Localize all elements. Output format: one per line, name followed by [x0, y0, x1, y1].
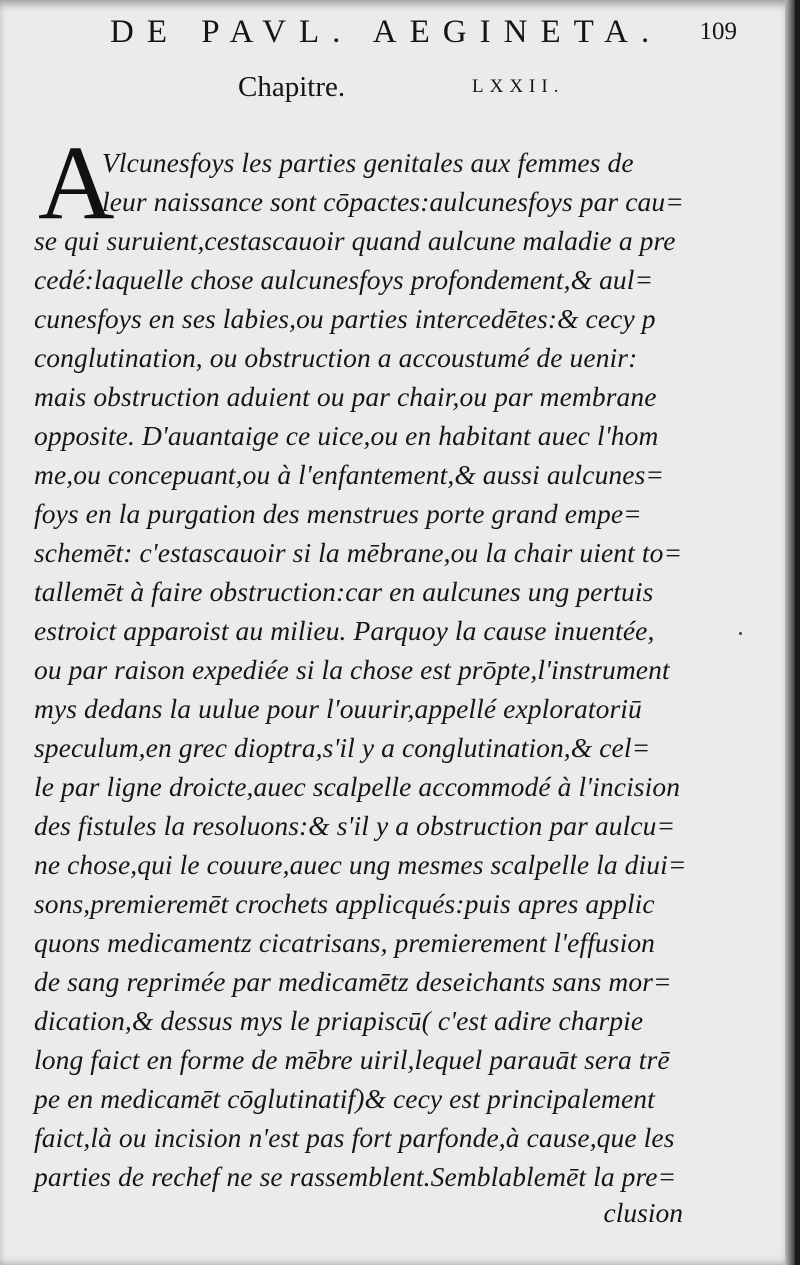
- text-line: leur naissance sont cōpactes:aulcunesfoys par cau=: [102, 186, 684, 217]
- drop-cap: A: [38, 124, 115, 241]
- text-line: conglutination, ou obstruction a accoustumé de uenir:: [34, 342, 638, 373]
- text-line: cunesfoys en ses labies,ou parties intercedētes:& cecy p: [34, 303, 656, 334]
- text-line: faict,là ou incision n'est pas fort parfonde,à cause,que les: [34, 1122, 675, 1153]
- text-line: pe en medicamēt cōglutinatif)& cecy est principalement: [34, 1083, 655, 1114]
- page-edge-shadow: [785, 0, 795, 1265]
- text-line: me,ou concepuant,ou à l'enfantement,& aussi aulcunes=: [34, 459, 665, 490]
- text-line: sons,premieremēt crochets applicqués:puis apres applic: [34, 888, 655, 919]
- text-line: parties de rechef ne se rassemblent.Semblablemēt la pre=: [34, 1161, 677, 1192]
- ink-speck: [739, 632, 742, 635]
- text-line: de sang reprimée par medicamētz deseichants sans mor=: [34, 966, 672, 997]
- page-number: 109: [699, 18, 737, 45]
- text-line: foys en la purgation des menstrues porte grand empe=: [34, 498, 642, 529]
- text-line: estroict apparoist au milieu. Parquoy la cause inuentée,: [34, 615, 655, 646]
- text-line: long faict en forme de mēbre uiril,lequel parauāt sera trē: [34, 1044, 670, 1075]
- text-line: opposite. D'auantaige ce uice,ou en habitant auec l'hom: [34, 420, 659, 451]
- catchword: clusion: [603, 1197, 683, 1228]
- text-line: Vlcunesfoys les parties genitales aux femmes de: [102, 147, 634, 178]
- text-line: des fistules la resoluons:& s'il y a obstruction par aulcu=: [34, 810, 676, 841]
- text-line: ou par raison expediée si la chose est prōpte,l'instrument: [34, 654, 670, 685]
- text-line: mys dedans la uulue pour l'ouurir,appellé exploratoriū: [34, 693, 642, 724]
- text-line: le par ligne droicte,auec scalpelle accommodé à l'incision: [34, 771, 681, 802]
- text-line: speculum,en grec dioptra,s'il y a conglutination,& cel=: [34, 732, 651, 763]
- chapter-title: Chapitre.: [238, 71, 346, 103]
- text-line: cedé:laquelle chose aulcunesfoys profondement,& aul=: [34, 264, 654, 295]
- text-line: se qui suruient,cestascauoir quand aulcune maladie a pre: [34, 225, 676, 256]
- chapter-number: LXXII.: [472, 76, 565, 97]
- text-line: schemēt: c'estascauoir si la mēbrane,ou la chair uient to=: [34, 537, 683, 568]
- text-line: ne chose,qui le couure,auec ung mesmes scalpelle la diui=: [34, 849, 687, 880]
- text-line: quons medicamentz cicatrisans, premierement l'effusion: [34, 927, 656, 958]
- text-line: mais obstruction aduient ou par chair,ou par membrane: [34, 381, 657, 412]
- text-line: dication,& dessus mys le priapiscū( c'est adire charpie: [34, 1005, 644, 1036]
- running-head: DE PAVL. AEGINETA.: [110, 14, 663, 50]
- text-line: tallemēt à faire obstruction:car en aulcunes ung pertuis: [34, 576, 654, 607]
